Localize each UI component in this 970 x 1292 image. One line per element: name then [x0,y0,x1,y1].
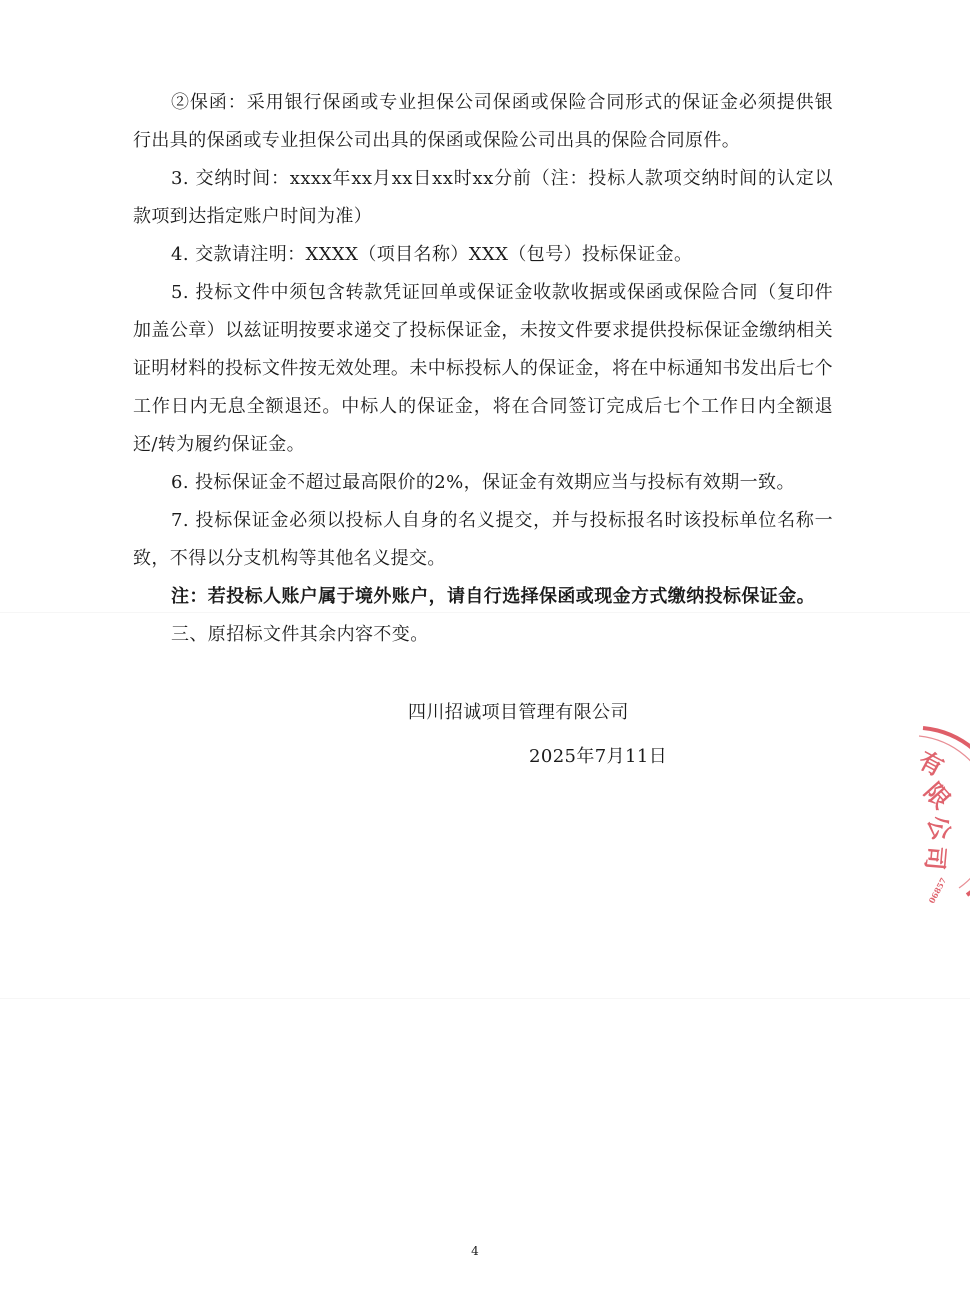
seal-char: 有 [913,745,949,782]
paragraph-payment-time: 3. 交纳时间：xxxx年xx月xx日xx时xx分前（注：投标人款项交纳时间的认定以款项到达指定账户时间为准） [133,168,833,227]
paragraph-submitter-name: 7. 投标保证金必须以投标人自身的名义提交，并与投标报名时该投标单位名称一致，不得以分支机构等其他名义提交。 [133,510,833,569]
document-body [133,84,833,654]
paragraph-deposit-limit: 6. 投标保证金不超过最高限价的2%，保证金有效期应当与投标有效期一致。 [171,472,795,493]
note-foreign-account: 注：若投标人账户属于境外账户，请自行选择保函或现金方式缴纳投标保证金。 [171,586,815,607]
paragraph-guarantee: ②保函：采用银行保函或专业担保公司保函或保险合同形式的保证金必须提供银行出具的保函或专业担保公司出具的保函或保险公司出具的保险合同原件。 [133,92,833,151]
seal-char: 公 [921,811,957,844]
issuer-signature: 四川招诚项目管理有限公司 [408,702,629,723]
page-number: 4 [471,1244,479,1258]
issue-date: 2025年7月11日 [529,746,668,767]
seal-char: 限 [918,777,957,815]
company-seal-stamp [905,720,970,910]
paragraph-proof-and-refund: 5. 投标文件中须包含转款凭证回单或保证金收款收据或保函或保险合同（复印件加盖公章）以兹证明按要求递交了投标保证金，未按文件要求提供投标保证金缴纳相关证明材料的投标文件按无效处理。未中标投标人的保证金，将在中标通知书发出后七个工作日内无息全额退还。中标人的保证金，将在合同签订完成后七个工作日内全额退还/转为履约保证金。 [133,282,833,455]
paragraph-payment-note: 4. 交款请注明：XXXX（项目名称）XXX（包号）投标保证金。 [171,244,693,265]
closing-statement: 三、原招标文件其余内容不变。 [171,624,429,645]
scan-artifact-line [0,998,970,999]
seal-serial: 06857 [926,875,949,906]
seal-char: 司 [920,844,951,872]
